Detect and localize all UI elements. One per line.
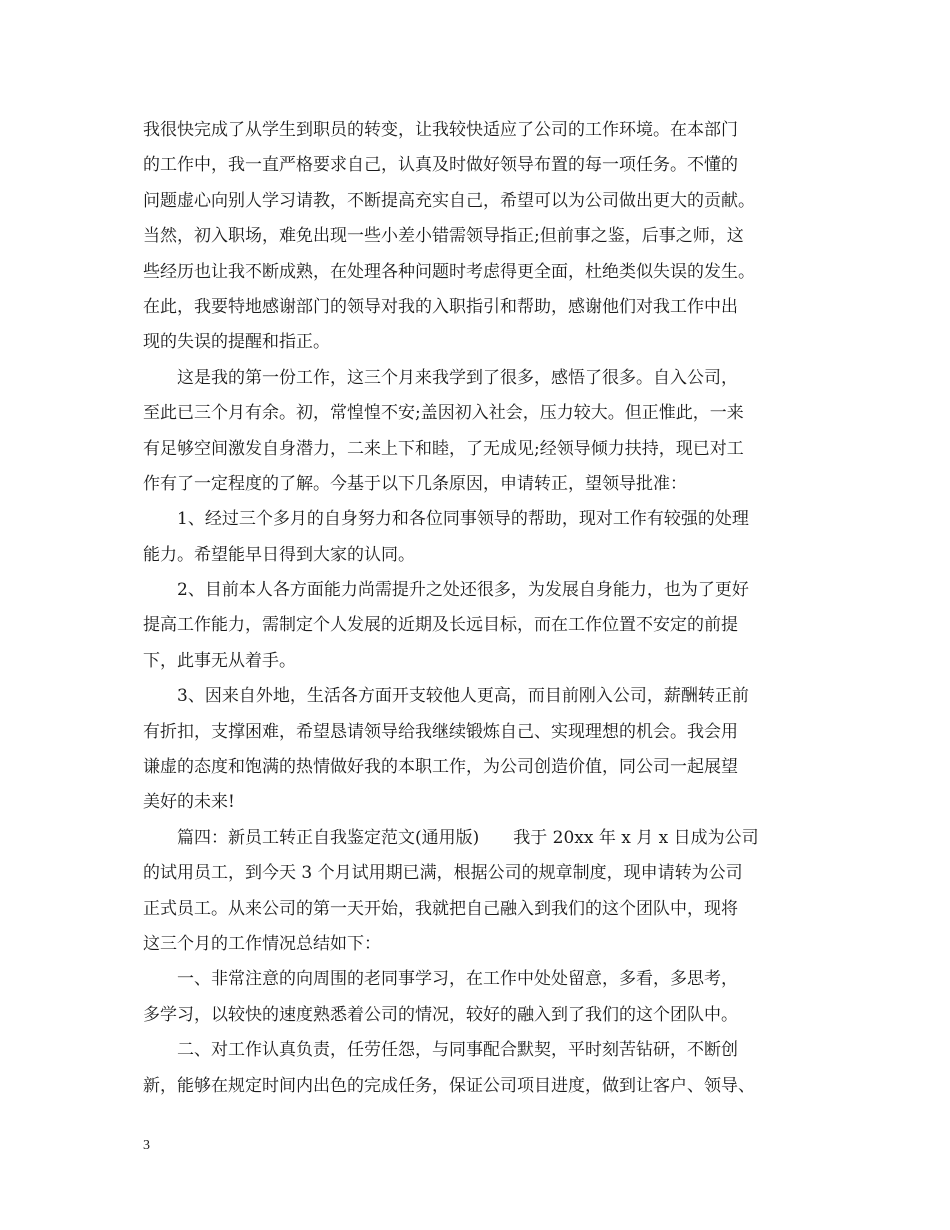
text-line: 2、目前本人各方面能力尚需提升之处还很多，为发展自身能力，也为了更好: [177, 580, 749, 601]
text-line: 下，此事无从着手。: [143, 650, 296, 671]
text-line: 有足够空间激发自身潜力，二来上下和睦，了无成见;经领导倾力扶持，现已对工: [143, 438, 744, 459]
text-line: 在此，我要特地感谢部门的领导对我的入职指引和帮助，感谢他们对我工作中出: [143, 296, 738, 317]
text-line: 的试用员工，到今天 3 个月试用期已满，根据公司的规章制度，现申请转为公司: [143, 863, 743, 884]
text-line: 多学习，以较快的速度熟悉着公司的情况，较好的融入到了我们的这个团队中。: [143, 1004, 738, 1025]
text-line: 1、经过三个多月的自身努力和各位同事领导的帮助，现对工作有较强的处理: [177, 509, 749, 530]
text-line: 当然，初入职场，难免出现一些小差小错需领导指正;但前事之鉴，后事之师，这: [143, 226, 744, 247]
document-body: [143, 113, 815, 1104]
text-line: 这三个月的工作情况总结如下：: [143, 933, 381, 954]
text-line: 一、非常注意的向周围的老同事学习，在工作中处处留意，多看，多思考，: [177, 969, 738, 990]
text-line: 新，能够在规定时间内出色的完成任务，保证公司项目进度，做到让客户、领导、: [143, 1075, 755, 1096]
text-line: 这是我的第一份工作，这三个月来我学到了很多，感悟了很多。自入公司，: [177, 367, 738, 388]
text-line: 3、因来自外地，生活各方面开支较他人更高，而目前刚入公司，薪酬转正前: [177, 686, 749, 707]
text-line: 至此已三个月有余。初，常惶惶不安;盖因初入社会，压力较大。但正惟此，一来: [143, 403, 744, 424]
text-line: 现的失误的提醒和指正。: [143, 332, 330, 353]
page-number: 3: [143, 1138, 150, 1153]
text-line: 正式员工。从来公司的第一天开始，我就把自己融入到我们的这个团队中，现将: [143, 898, 738, 919]
text-line: 美好的未来!: [143, 792, 235, 813]
text-line: 作有了一定程度的了解。今基于以下几条原因，申请转正，望领导批准：: [143, 473, 687, 494]
text-line: 篇四：新员工转正自我鉴定范文(通用版) 我于 20xx 年 x 月 x 日成为公司: [177, 827, 759, 848]
text-line: 问题虚心向别人学习请教，不断提高充实自己，希望可以为公司做出更大的贡献。: [143, 190, 755, 211]
text-line: 提高工作能力，需制定个人发展的近期及长远目标，而在工作位置不安定的前提: [143, 615, 738, 636]
text-line: 些经历也让我不断成熟，在处理各种问题时考虑得更全面，杜绝类似失误的发生。: [143, 261, 755, 282]
text-line: 谦虚的态度和饱满的热情做好我的本职工作，为公司创造价值，同公司一起展望: [143, 757, 738, 778]
text-line: 的工作中，我一直严格要求自己，认真及时做好领导布置的每一项任务。不懂的: [143, 155, 738, 176]
text-line: 二、对工作认真负责，任劳任怨，与同事配合默契，平时刻苦钻研，不断创: [177, 1040, 738, 1061]
text-line: 我很快完成了从学生到职员的转变，让我较快适应了公司的工作环境。在本部门: [143, 120, 738, 140]
text-line: 能力。希望能早日得到大家的认同。: [143, 544, 415, 565]
text-line: 有折扣，支撑困难，希望恳请领导给我继续锻炼自己、实现理想的机会。我会用: [143, 721, 738, 742]
